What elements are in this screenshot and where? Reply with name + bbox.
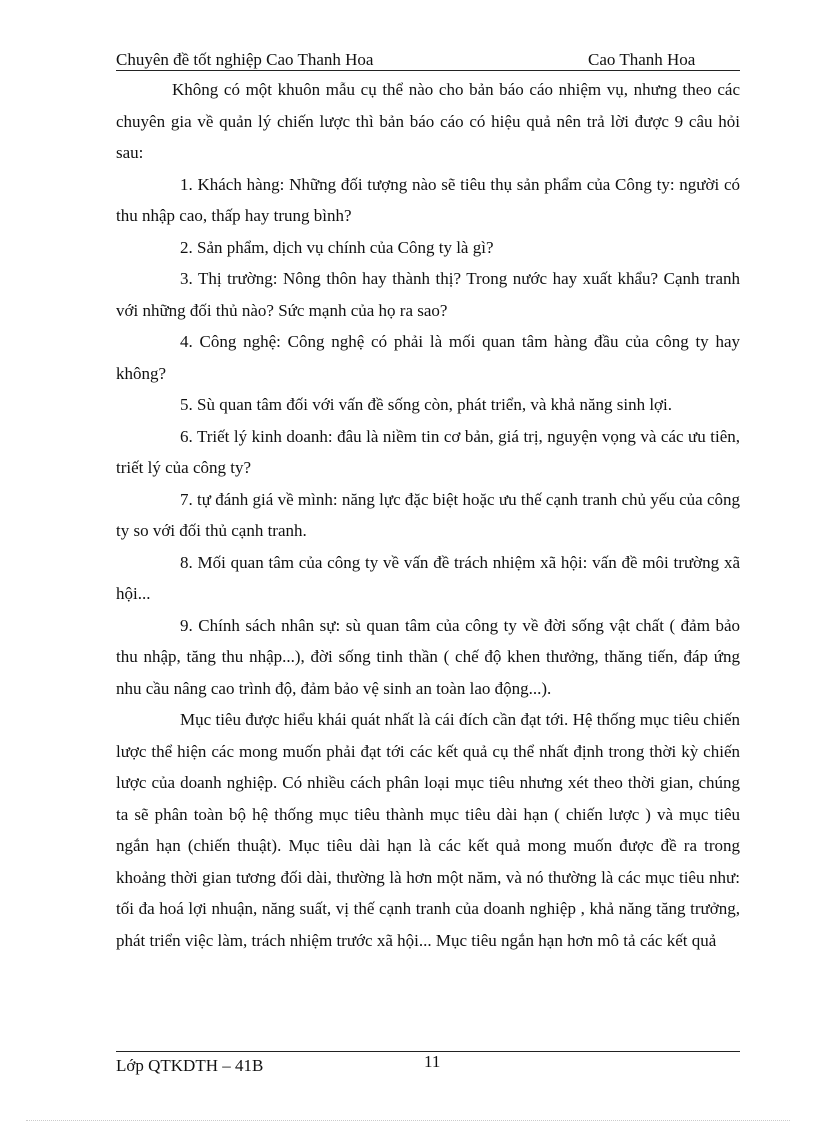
list-item-6: 6. Triết lý kinh doanh: đâu là niềm tin cơ bản, giá trị, nguyện vọng và các ưu tiên, triết lý của công ty? (116, 426, 740, 477)
page-edge-divider (26, 1120, 790, 1121)
list-item-4: 4. Công nghệ: Công nghệ có phải là mối quan tâm hàng đầu của công ty hay không? (116, 332, 740, 383)
list-item-2: 2. Sản phẩm, dịch vụ chính của Công ty là gì? (180, 237, 494, 257)
list-item-1: 1. Khách hàng: Những đối tượng nào sẽ tiêu thụ sản phẩm của Công ty: người có thu nhập cao, thấp hay trung bình? (116, 174, 740, 225)
page-number: 11 (424, 1052, 441, 1071)
document-body (116, 74, 740, 956)
list-item-5: 5. Sù quan tâm đối với vấn đề sống còn, phát triển, và khả năng sinh lợi. (180, 395, 673, 414)
list-item-7: 7. tự đánh giá về mình: năng lực đặc biệt hoặc ưu thế cạnh tranh chủ yếu của công ty so với đối thủ cạnh tranh. (116, 489, 740, 540)
list-item-9: 9. Chính sách nhân sự: sù quan tâm của công ty về đời sống vật chất ( đảm bảo thu nhập, tăng thu nhập...), đời sống tinh thần ( chế độ khen thưởng, thăng tiến, đáp ứng nhu cầu nâng cao trình độ, đảm bảo vệ sinh an toàn lao động...). (116, 615, 740, 698)
paragraph-intro: Không có một khuôn mẫu cụ thể nào cho bản báo cáo nhiệm vụ, nhưng theo các chuyên gia về quản lý chiến lược thì bản báo cáo có hiệu quả nên trả lời được 9 câu hỏi sau: (116, 80, 740, 162)
footer-class-label: Lớp QTKDTH – 41B (116, 1056, 264, 1075)
paragraph-objectives: Mục tiêu được hiểu khái quát nhất là cái đích cần đạt tới. Hệ thống mục tiêu chiến lược thể hiện các mong muốn phải đạt tới các kết quả cụ thể nhất định trong thời kỳ chiến lược của doanh nghiệp. Có nhiều cách phân loại mục tiêu nhưng xét theo thời gian, chúng ta sẽ phân toàn bộ hệ thống mục tiêu thành mục tiêu dài hạn ( chiến lược ) và mục tiêu ngắn hạn (chiến thuật). Mục tiêu dài hạn là các kết quả mong muốn được đề ra trong khoảng thời gian tương đối dài, thường là hơn một năm, và nó thường là các mục tiêu như: tối đa hoá lợi nhuận, năng suất, vị thế cạnh tranh của doanh nghiệp , khả năng tăng trưởng, phát triển việc làm, trách nhiệm trước xã hội... Mục tiêu ngắn hạn hơn mô tả các kết quả (116, 710, 740, 950)
page-header (116, 48, 740, 71)
list-item-8: 8. Mối quan tâm của công ty về vấn đề trách nhiệm xã hội: vấn đề môi trường xã hội... (116, 552, 740, 603)
header-author: Cao Thanh Hoa (588, 50, 696, 69)
header-title: Chuyên đề tốt nghiệp Cao Thanh Hoa (116, 50, 374, 69)
list-item-3: 3. Thị trường: Nông thôn hay thành thị? Trong nước hay xuất khẩu? Cạnh tranh với những đối thủ nào? Sức mạnh của họ ra sao? (116, 269, 740, 320)
